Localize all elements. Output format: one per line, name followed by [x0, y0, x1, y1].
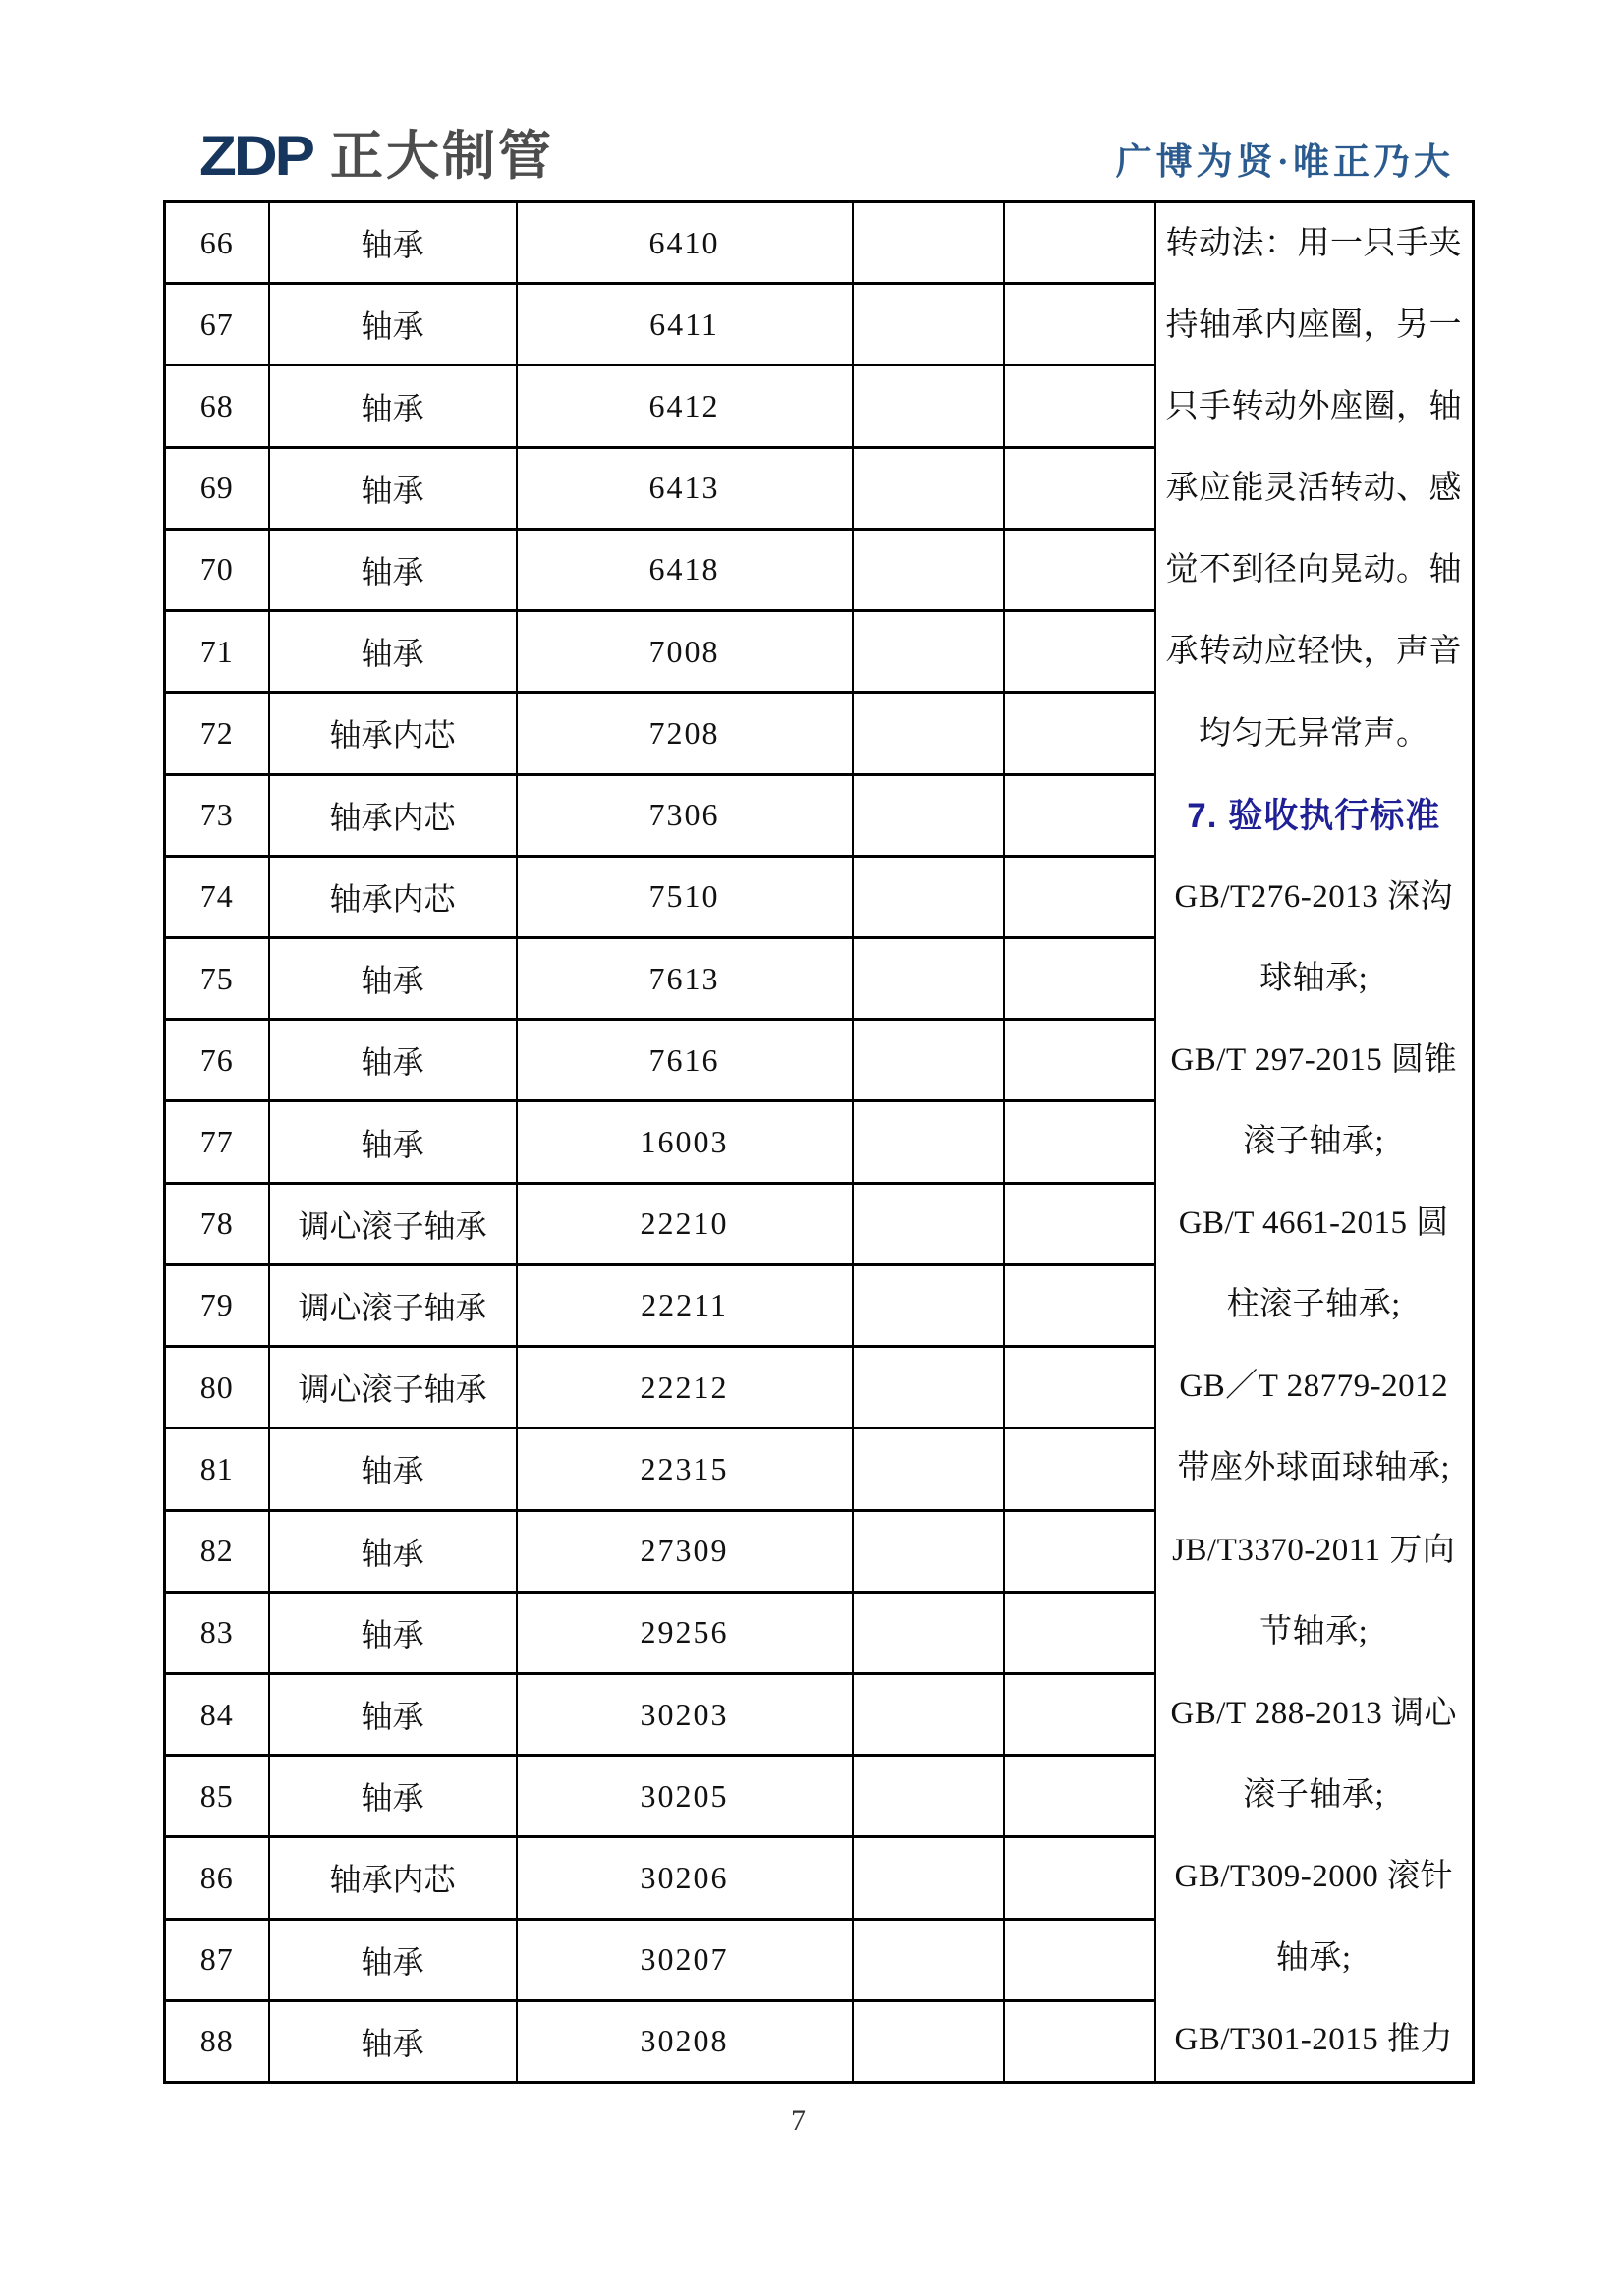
- standards-text-line: GB/T 288-2013 调心: [1170, 1695, 1458, 1731]
- empty-cell-1: [853, 1837, 1004, 1919]
- empty-cell-2: [1004, 447, 1155, 529]
- row-number-cell: 86: [165, 1837, 269, 1919]
- standards-text-line: 节轴承;: [1259, 1613, 1369, 1650]
- standards-text-line: 带座外球面球轴承;: [1177, 1450, 1451, 1486]
- part-name-cell: 轴承: [269, 1673, 517, 1755]
- empty-cell-1: [853, 1592, 1004, 1673]
- standards-text-line: 球轴承;: [1259, 960, 1369, 996]
- row-number-cell: 69: [165, 447, 269, 529]
- standards-text-line: JB/T3370-2011 万向: [1172, 1532, 1456, 1568]
- part-model-cell: 6411: [517, 284, 853, 365]
- company-logo: [199, 124, 554, 188]
- part-model-cell: 6412: [517, 365, 853, 447]
- standards-text-line: GB/T 4661-2015 圆: [1178, 1205, 1449, 1242]
- empty-cell-1: [853, 1101, 1004, 1183]
- part-model-cell: 7510: [517, 856, 853, 937]
- section-heading: 7. 验收执行标准: [1187, 796, 1441, 835]
- part-model-cell: 22212: [517, 1347, 853, 1428]
- empty-cell-1: [853, 1510, 1004, 1592]
- empty-cell-2: [1004, 937, 1155, 1019]
- standards-text-line: 滚子轴承;: [1243, 1124, 1385, 1160]
- header-slogan: 广博为贤·唯正乃大: [1115, 142, 1454, 183]
- standards-text-cell: [1155, 202, 1474, 2083]
- standards-text-line: GB/T301-2015 推力: [1174, 2022, 1453, 2058]
- empty-cell-1: [853, 202, 1004, 284]
- logo-company-name: 正大制管: [330, 127, 554, 186]
- part-model-cell: 7208: [517, 693, 853, 774]
- empty-cell-1: [853, 774, 1004, 856]
- part-model-cell: 22210: [517, 1183, 853, 1264]
- empty-cell-2: [1004, 611, 1155, 693]
- part-model-cell: 29256: [517, 1592, 853, 1673]
- row-number-cell: 85: [165, 1756, 269, 1837]
- part-name-cell: 轴承: [269, 611, 517, 693]
- page-number: 7: [791, 2104, 806, 2137]
- empty-cell-1: [853, 856, 1004, 937]
- empty-cell-2: [1004, 1673, 1155, 1755]
- part-name-cell: 轴承: [269, 1510, 517, 1592]
- empty-cell-1: [853, 1264, 1004, 1346]
- empty-cell-2: [1004, 1428, 1155, 1510]
- empty-cell-1: [853, 1347, 1004, 1428]
- part-model-cell: 16003: [517, 1101, 853, 1183]
- row-number-cell: 82: [165, 1510, 269, 1592]
- part-name-cell: 轴承内芯: [269, 1837, 517, 1919]
- row-number-cell: 87: [165, 1919, 269, 2000]
- standards-text-line: GB／T 28779-2012: [1179, 1369, 1449, 1405]
- empty-cell-2: [1004, 284, 1155, 365]
- empty-cell-1: [853, 529, 1004, 610]
- empty-cell-2: [1004, 365, 1155, 447]
- row-number-cell: 76: [165, 1020, 269, 1101]
- part-model-cell: 30205: [517, 1756, 853, 1837]
- empty-cell-1: [853, 447, 1004, 529]
- part-name-cell: 轴承: [269, 365, 517, 447]
- empty-cell-2: [1004, 2000, 1155, 2082]
- part-name-cell: 轴承: [269, 202, 517, 284]
- part-name-cell: 轴承: [269, 1428, 517, 1510]
- part-name-cell: 轴承: [269, 1919, 517, 2000]
- standards-text-line: GB/T 297-2015 圆锥: [1170, 1041, 1458, 1078]
- standards-text-line: 转动法：用一只手夹: [1165, 226, 1462, 261]
- part-name-cell: 调心滚子轴承: [269, 1264, 517, 1346]
- standards-text-line: 持轴承内座圈，另一: [1165, 308, 1462, 344]
- empty-cell-1: [853, 1919, 1004, 2000]
- table-row: [165, 202, 1474, 284]
- standards-text-line: GB/T276-2013 深沟: [1174, 878, 1453, 915]
- empty-cell-1: [853, 1183, 1004, 1264]
- part-name-cell: 轴承内芯: [269, 693, 517, 774]
- part-model-cell: 6410: [517, 202, 853, 284]
- part-model-cell: 22315: [517, 1428, 853, 1510]
- logo-zdp-icon: ZDP: [199, 125, 312, 188]
- empty-cell-2: [1004, 1101, 1155, 1183]
- row-number-cell: 70: [165, 529, 269, 610]
- empty-cell-2: [1004, 774, 1155, 856]
- empty-cell-2: [1004, 1837, 1155, 1919]
- part-model-cell: 7008: [517, 611, 853, 693]
- empty-cell-1: [853, 693, 1004, 774]
- part-model-cell: 30207: [517, 1919, 853, 2000]
- row-number-cell: 79: [165, 1264, 269, 1346]
- row-number-cell: 68: [165, 365, 269, 447]
- part-model-cell: 27309: [517, 1510, 853, 1592]
- row-number-cell: 88: [165, 2000, 269, 2082]
- parts-table: [163, 200, 1475, 2084]
- row-number-cell: 66: [165, 202, 269, 284]
- row-number-cell: 71: [165, 611, 269, 693]
- part-name-cell: 轴承: [269, 284, 517, 365]
- empty-cell-2: [1004, 1756, 1155, 1837]
- standards-text-line: 滚子轴承;: [1243, 1776, 1385, 1813]
- row-number-cell: 72: [165, 693, 269, 774]
- standards-text-line: 轴承;: [1275, 1939, 1352, 1976]
- part-name-cell: 轴承: [269, 1756, 517, 1837]
- empty-cell-2: [1004, 202, 1155, 284]
- empty-cell-1: [853, 1020, 1004, 1101]
- empty-cell-2: [1004, 1919, 1155, 2000]
- part-name-cell: 轴承: [269, 937, 517, 1019]
- part-name-cell: 调心滚子轴承: [269, 1183, 517, 1264]
- standards-text-line: 柱滚子轴承;: [1226, 1287, 1401, 1323]
- part-name-cell: 轴承: [269, 2000, 517, 2082]
- row-number-cell: 84: [165, 1673, 269, 1755]
- standards-text-line: 觉不到径向晃动。轴: [1165, 552, 1462, 588]
- part-model-cell: 30206: [517, 1837, 853, 1919]
- empty-cell-2: [1004, 1592, 1155, 1673]
- parts-table-body: [165, 202, 1474, 2083]
- part-model-cell: 30208: [517, 2000, 853, 2082]
- part-name-cell: 调心滚子轴承: [269, 1347, 517, 1428]
- part-model-cell: 6413: [517, 447, 853, 529]
- part-model-cell: 7616: [517, 1020, 853, 1101]
- empty-cell-1: [853, 284, 1004, 365]
- row-number-cell: 77: [165, 1101, 269, 1183]
- row-number-cell: 73: [165, 774, 269, 856]
- empty-cell-2: [1004, 1183, 1155, 1264]
- standards-text-line: 承转动应轻快，声音: [1165, 634, 1462, 670]
- row-number-cell: 81: [165, 1428, 269, 1510]
- part-name-cell: 轴承: [269, 1592, 517, 1673]
- row-number-cell: 78: [165, 1183, 269, 1264]
- part-name-cell: 轴承: [269, 447, 517, 529]
- row-number-cell: 67: [165, 284, 269, 365]
- empty-cell-1: [853, 1756, 1004, 1837]
- empty-cell-1: [853, 1428, 1004, 1510]
- part-model-cell: 7613: [517, 937, 853, 1019]
- row-number-cell: 75: [165, 937, 269, 1019]
- part-model-cell: 30203: [517, 1673, 853, 1755]
- page-header: [0, 0, 1623, 201]
- row-number-cell: 74: [165, 856, 269, 937]
- row-number-cell: 83: [165, 1592, 269, 1673]
- part-name-cell: 轴承: [269, 529, 517, 610]
- empty-cell-2: [1004, 1020, 1155, 1101]
- part-model-cell: 7306: [517, 774, 853, 856]
- empty-cell-2: [1004, 693, 1155, 774]
- empty-cell-2: [1004, 1264, 1155, 1346]
- part-name-cell: 轴承: [269, 1101, 517, 1183]
- standards-text-line: 只手转动外座圈，轴: [1165, 389, 1462, 425]
- empty-cell-1: [853, 1673, 1004, 1755]
- part-name-cell: 轴承: [269, 1020, 517, 1101]
- empty-cell-2: [1004, 529, 1155, 610]
- empty-cell-2: [1004, 1347, 1155, 1428]
- empty-cell-1: [853, 365, 1004, 447]
- empty-cell-1: [853, 937, 1004, 1019]
- part-name-cell: 轴承内芯: [269, 774, 517, 856]
- empty-cell-2: [1004, 856, 1155, 937]
- part-model-cell: 6418: [517, 529, 853, 610]
- standards-text-line: 承应能灵活转动、感: [1165, 471, 1462, 507]
- empty-cell-2: [1004, 1510, 1155, 1592]
- part-model-cell: 22211: [517, 1264, 853, 1346]
- part-name-cell: 轴承内芯: [269, 856, 517, 937]
- standards-text-line: 均匀无异常声。: [1199, 715, 1429, 752]
- row-number-cell: 80: [165, 1347, 269, 1428]
- empty-cell-1: [853, 611, 1004, 693]
- empty-cell-1: [853, 2000, 1004, 2082]
- standards-text-line: GB/T309-2000 滚针: [1174, 1858, 1453, 1894]
